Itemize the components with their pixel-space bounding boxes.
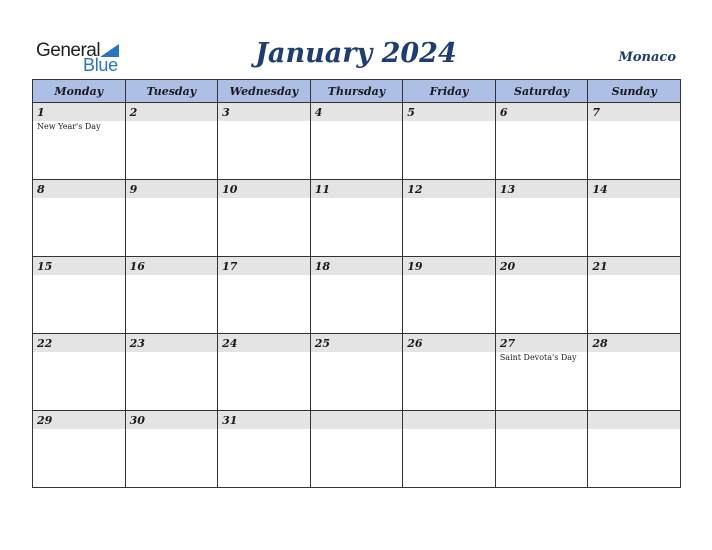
day-cell [588,257,681,334]
day-cell [310,180,403,257]
holiday-label [496,429,588,430]
calendar-grid [32,79,681,488]
page-title: January 2024 [255,38,457,69]
holiday-label [33,352,125,353]
holiday-label [126,121,218,122]
day-number: 17 [218,257,310,275]
holiday-label [218,275,310,276]
holiday-label [496,121,588,122]
weekday-header: Thursday [310,80,403,103]
holiday-label [403,121,495,122]
day-cell [495,411,588,488]
day-cell [495,180,588,257]
day-number: 31 [218,411,310,429]
country-label: Monaco [618,50,676,65]
day-cell [310,103,403,180]
weekday-header: Sunday [588,80,681,103]
day-cell [218,411,311,488]
holiday-label [403,429,495,430]
day-cell [125,180,218,257]
day-number: 26 [403,334,495,352]
weekday-header: Saturday [495,80,588,103]
day-cell [310,411,403,488]
day-number: 29 [33,411,125,429]
day-number: 22 [33,334,125,352]
day-number: 20 [496,257,588,275]
week-row [33,411,681,488]
weekday-header: Wednesday [218,80,311,103]
holiday-label [496,198,588,199]
holiday-label [33,429,125,430]
holiday-label [403,198,495,199]
holiday-label [588,198,680,199]
holiday-label [311,275,403,276]
day-cell [125,334,218,411]
holiday-label [33,275,125,276]
holiday-label [311,121,403,122]
day-cell [218,103,311,180]
week-row [33,257,681,334]
day-number: 4 [311,103,403,121]
day-cell [310,257,403,334]
week-row [33,334,681,411]
day-number: 21 [588,257,680,275]
day-number: 10 [218,180,310,198]
holiday-label [311,198,403,199]
day-cell [33,257,126,334]
holiday-label [126,352,218,353]
day-number: 24 [218,334,310,352]
day-number: 19 [403,257,495,275]
day-number [403,411,495,429]
day-number [496,411,588,429]
day-cell [310,334,403,411]
holiday-label [126,275,218,276]
day-cell [125,257,218,334]
holiday-label [588,429,680,430]
holiday-label [126,198,218,199]
holiday-label [496,275,588,276]
holiday-label [218,198,310,199]
weekday-header: Tuesday [125,80,218,103]
day-number: 8 [33,180,125,198]
holiday-label [311,352,403,353]
day-number: 15 [33,257,125,275]
day-number: 30 [126,411,218,429]
day-cell [33,180,126,257]
day-number: 27 [496,334,588,352]
day-number: 18 [311,257,403,275]
holiday-label [218,352,310,353]
day-cell [125,411,218,488]
day-cell [495,334,588,411]
day-number: 25 [311,334,403,352]
day-number: 12 [403,180,495,198]
day-number [588,411,680,429]
day-number: 23 [126,334,218,352]
day-cell [33,103,126,180]
day-cell [218,334,311,411]
day-cell [588,411,681,488]
day-cell [588,334,681,411]
holiday-label: Saint Devota's Day [499,353,577,362]
day-number [311,411,403,429]
holiday-label [403,352,495,353]
day-cell [33,334,126,411]
day-number: 2 [126,103,218,121]
day-number: 9 [126,180,218,198]
week-row [33,180,681,257]
day-number: 28 [588,334,680,352]
holiday-label [126,429,218,430]
day-number: 5 [403,103,495,121]
day-cell [495,257,588,334]
day-number: 1 [33,103,125,121]
day-number: 14 [588,180,680,198]
holiday-label [218,429,310,430]
day-cell [403,103,496,180]
week-row [33,103,681,180]
day-cell [403,411,496,488]
day-cell [403,257,496,334]
day-cell [125,103,218,180]
weekday-header-row [33,80,681,103]
holiday-label [218,121,310,122]
day-cell [218,180,311,257]
day-number: 16 [126,257,218,275]
day-number: 7 [588,103,680,121]
day-cell [495,103,588,180]
holiday-label [588,352,680,353]
holiday-label: New Year's Day [37,122,101,131]
weekday-header: Monday [33,80,126,103]
day-number: 3 [218,103,310,121]
day-cell [403,180,496,257]
holiday-label [588,121,680,122]
weekday-header: Friday [403,80,496,103]
day-cell [588,180,681,257]
logo-text-general: General [36,40,101,61]
holiday-label [33,198,125,199]
holiday-label [311,429,403,430]
day-cell [33,411,126,488]
holiday-label [403,275,495,276]
day-number: 11 [311,180,403,198]
holiday-label [588,275,680,276]
day-cell [218,257,311,334]
logo-text-blue: Blue [83,55,118,75]
day-number: 6 [496,103,588,121]
day-cell [588,103,681,180]
day-number: 13 [496,180,588,198]
day-cell [403,334,496,411]
